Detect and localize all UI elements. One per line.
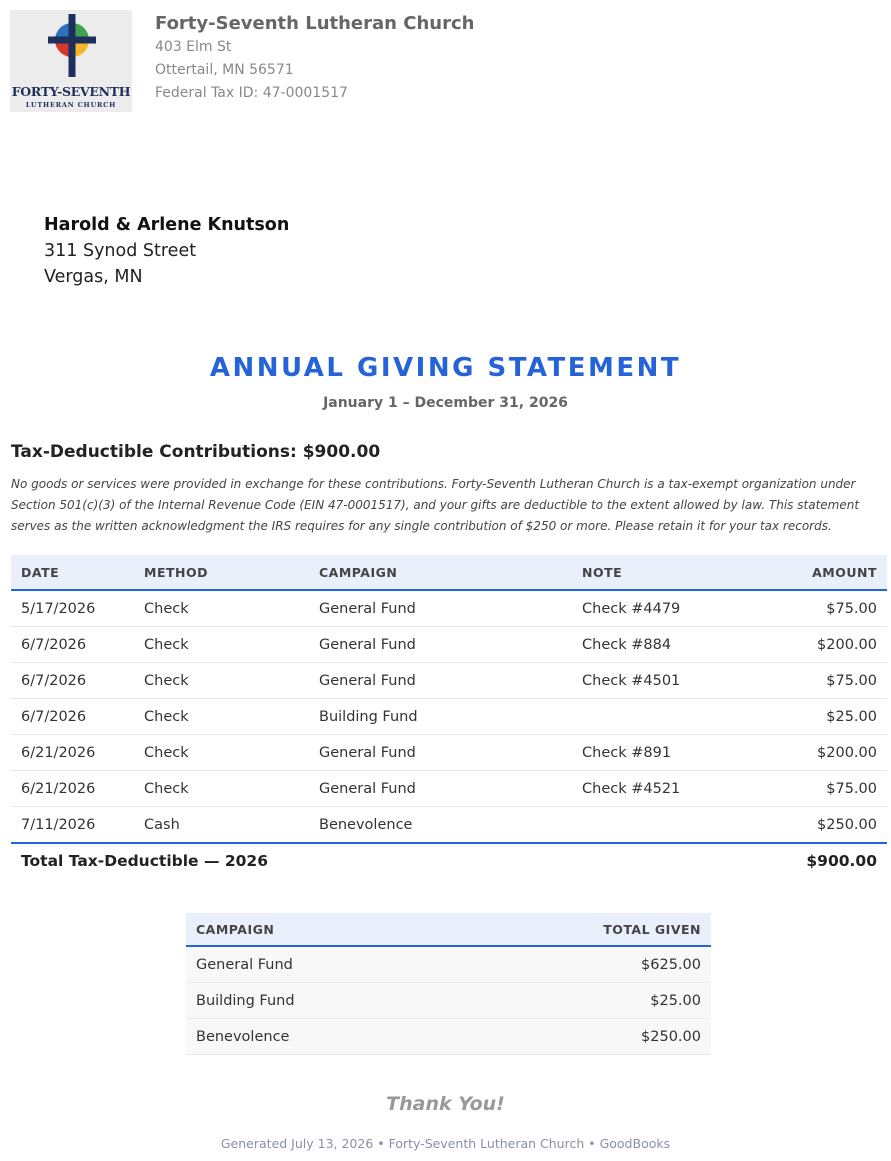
cell-date: 6/21/2026 [11, 735, 134, 771]
donor-name: Harold & Arlene Knutson [44, 215, 290, 235]
column-header-campaign: CAMPAIGN [309, 555, 572, 590]
table-row [186, 946, 711, 983]
donor-street: 311 Synod Street [44, 241, 197, 261]
statement-title: ANNUAL GIVING STATEMENT [209, 353, 682, 383]
logo-subtext: LUTHERAN CHURCH [25, 101, 117, 109]
statement-period: January 1 – December 31, 2026 [323, 395, 568, 411]
cell-amount: $25.00 [762, 699, 887, 735]
cell-campaign: Building Fund [309, 699, 572, 735]
cell-date: 6/7/2026 [11, 699, 134, 735]
cell-campaign: General Fund [309, 771, 572, 807]
cell-method: Cash [134, 807, 309, 844]
total-value: $900.00 [806, 852, 877, 870]
cell-amount: $75.00 [762, 590, 887, 627]
cell-method: Check [134, 735, 309, 771]
cell-date: 6/7/2026 [11, 663, 134, 699]
table-row [11, 699, 887, 735]
cross-icon [46, 14, 98, 80]
cell-campaign: Benevolence [186, 1019, 449, 1055]
organization-name: Forty-Seventh Lutheran Church [155, 13, 475, 34]
cell-campaign: General Fund [309, 735, 572, 771]
cell-method: Check [134, 699, 309, 735]
total-row [11, 852, 887, 876]
organization-tax-id: Federal Tax ID: 47-0001517 [155, 85, 348, 101]
column-header-amount: AMOUNT [762, 555, 887, 590]
cell-note [572, 807, 762, 844]
cell-date: 6/21/2026 [11, 771, 134, 807]
cell-amount: $75.00 [762, 771, 887, 807]
campaign-summary-table [186, 913, 711, 1055]
cell-amount: $200.00 [762, 735, 887, 771]
donor-address [44, 212, 289, 290]
generated-footer: Generated July 13, 2026 • Forty-Seventh Lutheran Church • GoodBooks [220, 1136, 671, 1151]
column-header-campaign: CAMPAIGN [186, 913, 449, 946]
cell-total: $625.00 [449, 946, 711, 983]
cell-note: Check #4479 [572, 590, 762, 627]
table-row [11, 590, 887, 627]
cell-date: 5/17/2026 [11, 590, 134, 627]
cell-campaign: General Fund [309, 627, 572, 663]
cell-campaign: Benevolence [309, 807, 572, 844]
cell-total: $25.00 [449, 983, 711, 1019]
donor-city: Vergas, MN [44, 267, 143, 287]
column-header-total-given: TOTAL GIVEN [449, 913, 711, 946]
cell-campaign: General Fund [309, 590, 572, 627]
deductible-heading: Tax-Deductible Contributions: $900.00 [11, 442, 381, 462]
organization-address-line1: 403 Elm St [155, 39, 232, 55]
logo-wordmark: FORTY-SEVENTH [11, 84, 131, 99]
cell-method: Check [134, 590, 309, 627]
church-logo [10, 10, 132, 112]
thank-you-message: Thank You! [386, 1093, 505, 1115]
cell-date: 6/7/2026 [11, 627, 134, 663]
table-row [11, 663, 887, 699]
total-label: Total Tax-Deductible — 2026 [21, 852, 268, 870]
cell-note: Check #884 [572, 627, 762, 663]
cell-method: Check [134, 771, 309, 807]
table-header-row [186, 913, 711, 946]
column-header-note: NOTE [572, 555, 762, 590]
tax-disclaimer: No goods or services were provided in exchange for these contributions. Forty-Seventh Lutheran Church is a tax-exempt organization under Section 501(c)(3) of the Internal Revenue Code (EIN 47-0001517), and your gifts are deductible to the extent allowed by law. This statement serves as the written acknowledgment the IRS requires for any single contribution of $250 or more. Please retain it for your tax records. [11, 477, 860, 533]
organization-info [155, 10, 474, 112]
table-row [11, 627, 887, 663]
organization-address-line2: Ottertail, MN 56571 [155, 62, 294, 78]
cell-note [572, 699, 762, 735]
cell-note: Check #4501 [572, 663, 762, 699]
transactions-table [11, 555, 887, 844]
cell-amount: $75.00 [762, 663, 887, 699]
cell-method: Check [134, 627, 309, 663]
cell-note: Check #4521 [572, 771, 762, 807]
cell-amount: $200.00 [762, 627, 887, 663]
table-row [11, 735, 887, 771]
cell-date: 7/11/2026 [11, 807, 134, 844]
cell-note: Check #891 [572, 735, 762, 771]
cell-campaign: General Fund [186, 946, 449, 983]
column-header-method: METHOD [134, 555, 309, 590]
column-header-date: DATE [11, 555, 134, 590]
cell-campaign: Building Fund [186, 983, 449, 1019]
table-row [186, 1019, 711, 1055]
table-row [186, 983, 711, 1019]
cell-method: Check [134, 663, 309, 699]
letterhead [10, 10, 474, 112]
table-row [11, 807, 887, 844]
cell-campaign: General Fund [309, 663, 572, 699]
table-row [11, 771, 887, 807]
cell-amount: $250.00 [762, 807, 887, 844]
cell-total: $250.00 [449, 1019, 711, 1055]
table-header-row [11, 555, 887, 590]
